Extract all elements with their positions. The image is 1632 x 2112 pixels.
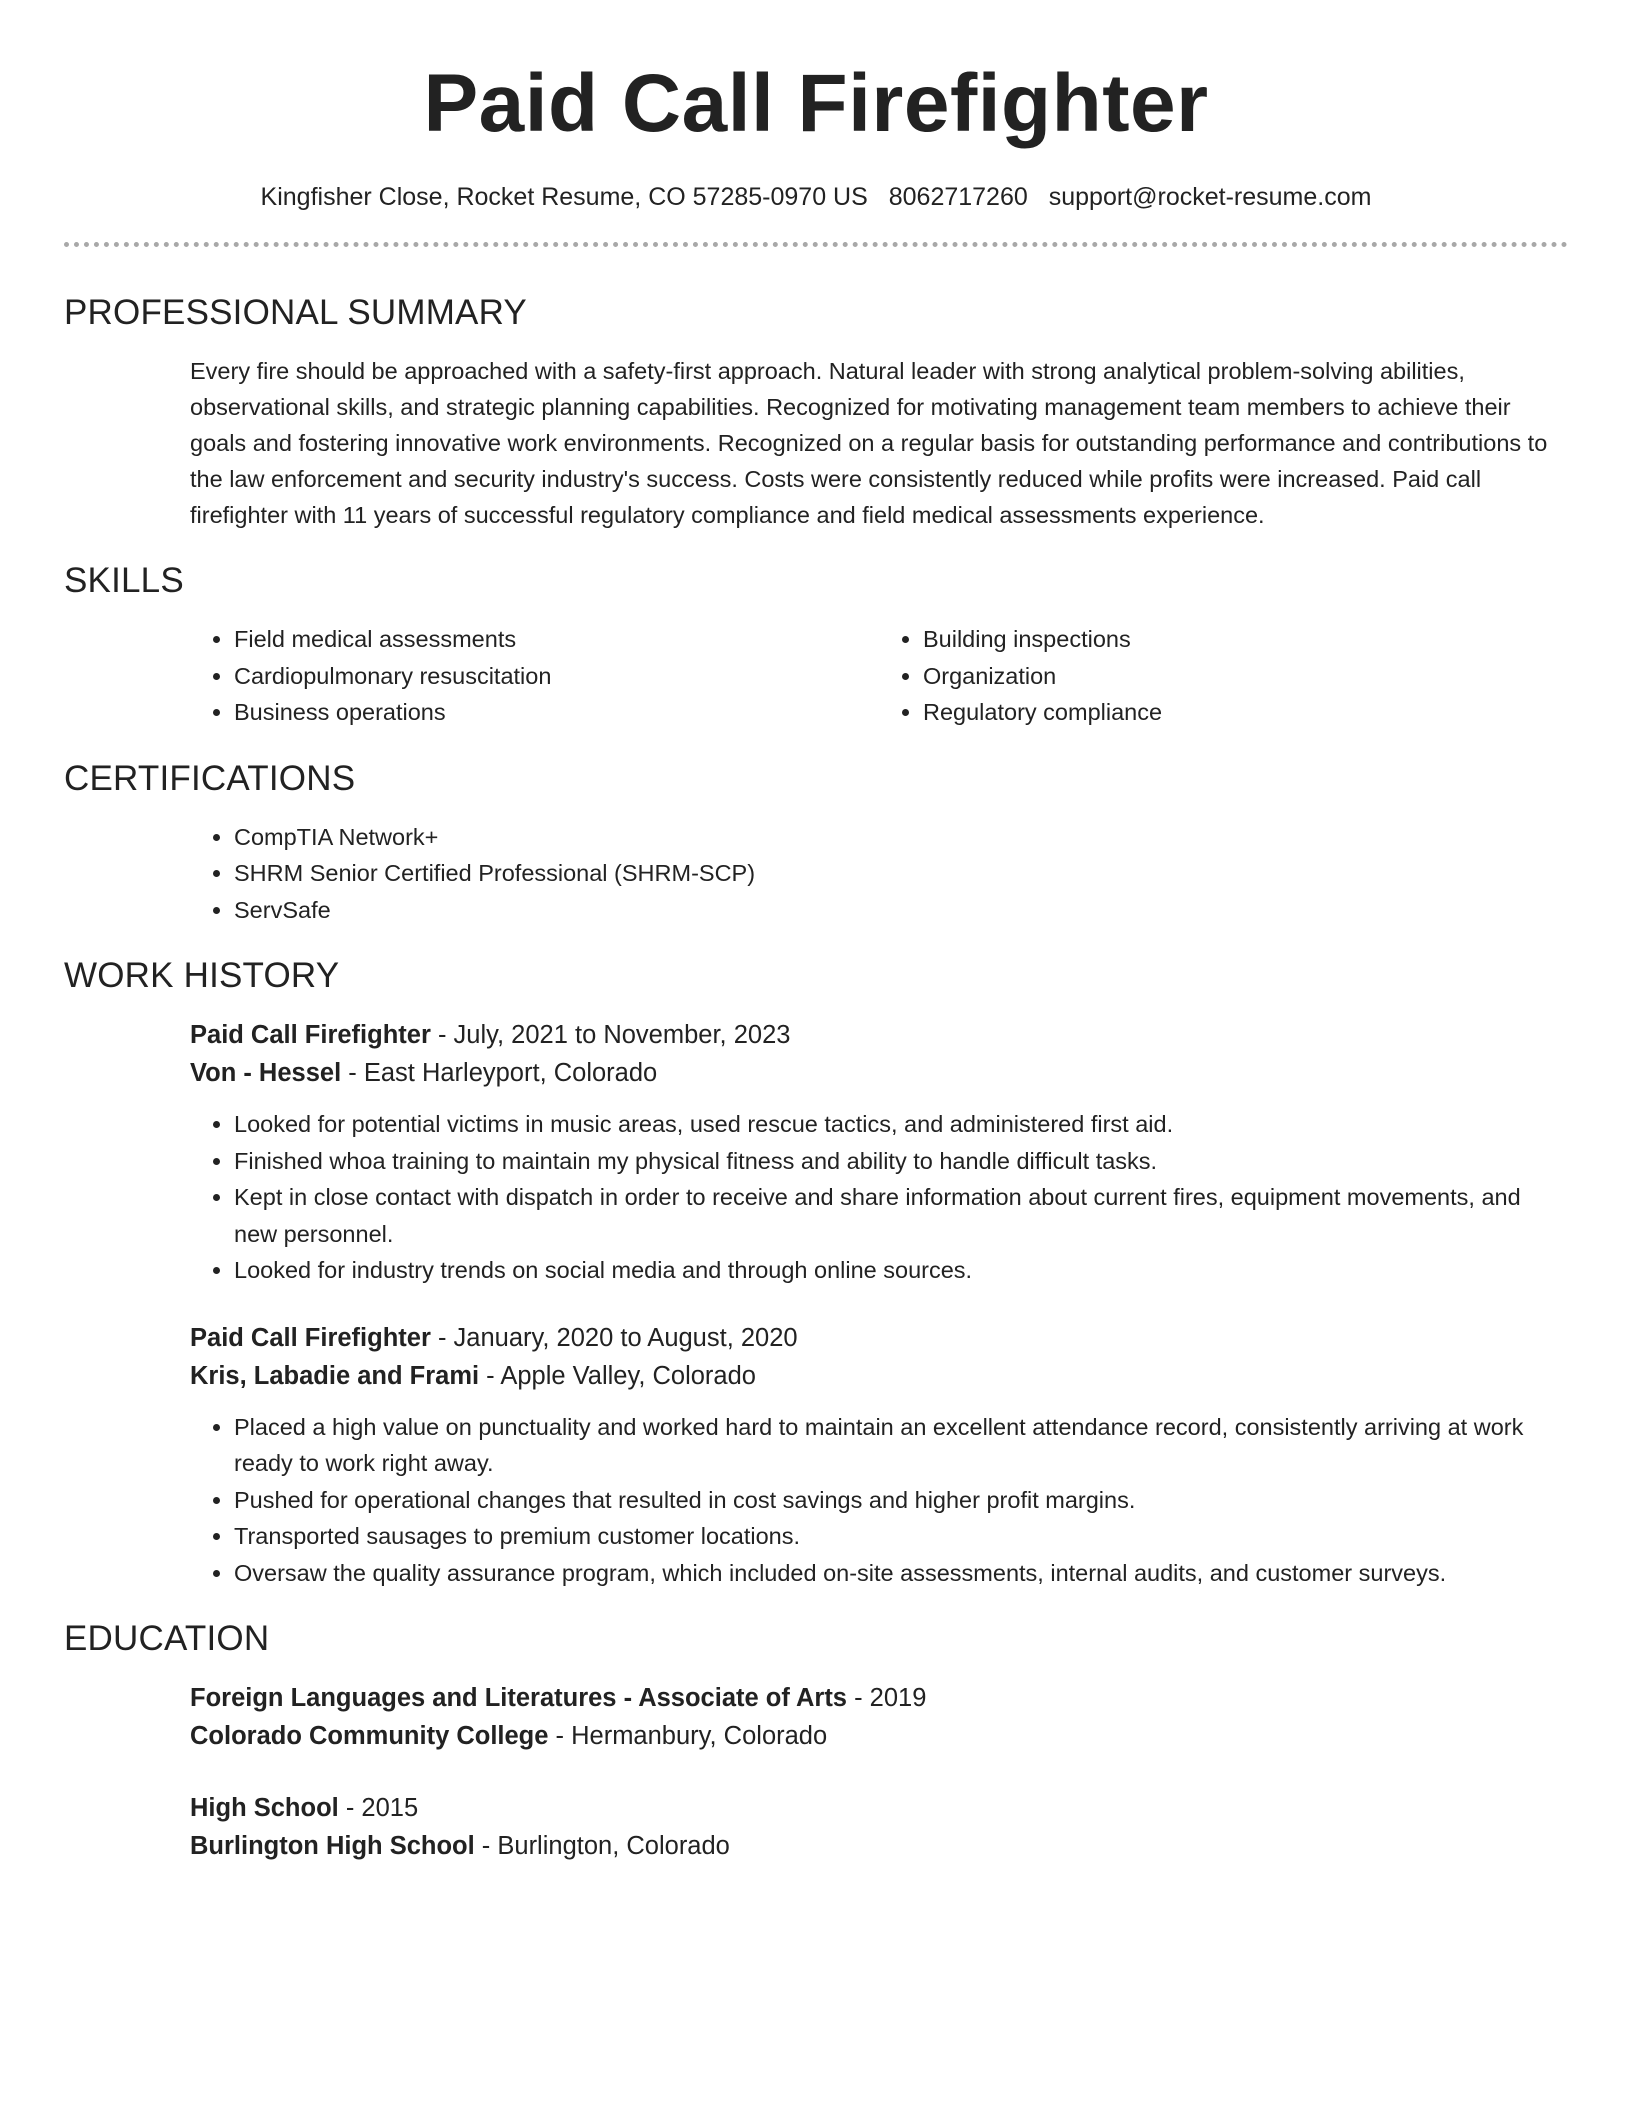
job-company-line: [190, 1357, 1568, 1395]
job-entry: [190, 1319, 1568, 1592]
education-entry: [190, 1679, 1568, 1755]
job-company: Kris, Labadie and Frami: [190, 1361, 480, 1390]
summary-heading: PROFESSIONAL SUMMARY: [64, 293, 527, 332]
job-company-line: [190, 1054, 1568, 1092]
job-duty: • Kept in close contact with dispatch in order to receive and share information about current fires, equipment movements, and new personnel.: [234, 1179, 1568, 1252]
job-duty: • Looked for industry trends on social media and through online sources.: [234, 1252, 1568, 1289]
contact-address: Kingfisher Close, Rocket Resume, CO 57285-0970 US: [260, 183, 868, 211]
contact-email: support@rocket-resume.com: [1048, 183, 1372, 211]
job-dates: - July, 2021 to November, 2023: [430, 1021, 791, 1049]
certifications-list: [190, 819, 1568, 929]
skill-item: • Cardiopulmonary resuscitation: [234, 658, 879, 695]
skills-section: [64, 559, 1568, 731]
education-school-line: [190, 1827, 1568, 1865]
skills-list-left: [190, 621, 879, 731]
education-year: - 2015: [338, 1794, 419, 1822]
certifications-heading: CERTIFICATIONS: [64, 758, 356, 798]
work-history-heading: WORK HISTORY: [64, 956, 340, 995]
job-role: Paid Call Firefighter: [190, 1323, 431, 1352]
job-duty: • Looked for potential victims in music areas, used rescue tactics, and administered first aid.: [234, 1106, 1568, 1143]
header-divider: [64, 242, 1568, 247]
education-degree-line: [190, 1679, 1568, 1717]
job-title-line: [190, 1016, 1568, 1054]
skills-list-right: [879, 621, 1568, 731]
work-history-section: [64, 954, 1568, 1591]
contact-phone: 8062717260: [888, 183, 1028, 211]
job-dates: - January, 2020 to August, 2020: [430, 1323, 798, 1352]
job-duty: • Pushed for operational changes that resulted in cost savings and higher profit margins.: [234, 1482, 1568, 1519]
skills-grid: [64, 603, 1568, 731]
education-degree: High School: [190, 1794, 339, 1822]
job-duty: • Transported sausages to premium customer locations.: [234, 1518, 1568, 1555]
skill-item: • Building inspections: [923, 621, 1568, 658]
job-company: Von - Hessel: [190, 1059, 342, 1087]
summary-section: [64, 291, 1568, 533]
education-year: - 2019: [847, 1684, 927, 1712]
certifications-section: [64, 757, 1568, 929]
education-heading: EDUCATION: [64, 1619, 270, 1658]
certification-item: • SHRM Senior Certified Professional (SHRM-SCP): [234, 855, 1568, 892]
job-entry: [190, 1016, 1568, 1289]
resume-name: Paid Call Firefighter: [423, 58, 1209, 149]
skill-item: • Regulatory compliance: [923, 694, 1568, 731]
certification-item: • CompTIA Network+: [234, 819, 1568, 856]
job-location: - East Harleyport, Colorado: [341, 1059, 658, 1087]
education-school: Colorado Community College: [190, 1722, 549, 1750]
education-degree: Foreign Languages and Literatures - Associate of Arts: [190, 1684, 847, 1712]
education-degree-line: [190, 1789, 1568, 1827]
job-role: Paid Call Firefighter: [190, 1021, 431, 1049]
certification-item: • ServSafe: [234, 892, 1568, 929]
education-section: [64, 1617, 1568, 1865]
job-duties-list: [190, 1106, 1568, 1289]
education-school-line: [190, 1717, 1568, 1755]
skill-item: • Field medical assessments: [234, 621, 879, 658]
skill-item: • Business operations: [234, 694, 879, 731]
education-location: - Burlington, Colorado: [474, 1832, 730, 1860]
skill-item: • Organization: [923, 658, 1568, 695]
summary-text: Every fire should be approached with a safety-first approach. Natural leader with strong analytical problem-solving abilities, observational skills, and strategic planning capabilities. Recognized for motivating management team members to achieve their goals and fostering innovative work environments. Recognized on a regular basis for outstanding performance and contributions to the law enforcement and security industry's success. Costs were consistently reduced while profits were increased. Paid call firefighter with 11 years of successful regulatory compliance and field medical assessments experience.: [190, 358, 1548, 528]
job-title-line: [190, 1319, 1568, 1357]
job-duties-list: [190, 1409, 1568, 1592]
education-entry: [190, 1789, 1568, 1865]
education-location: - Hermanbury, Colorado: [548, 1722, 828, 1750]
job-duty: • Oversaw the quality assurance program, which included on-site assessments, internal audits, and customer surveys.: [234, 1555, 1568, 1592]
education-school: Burlington High School: [190, 1832, 475, 1860]
contact-line: [64, 180, 1568, 214]
skills-heading: SKILLS: [64, 561, 184, 600]
job-duty: • Finished whoa training to maintain my physical fitness and ability to handle difficult tasks.: [234, 1143, 1568, 1180]
job-location: - Apple Valley, Colorado: [479, 1361, 756, 1390]
job-duty: • Placed a high value on punctuality and worked hard to maintain an excellent attendance record, consistently arriving at work ready to work right away.: [234, 1409, 1568, 1482]
